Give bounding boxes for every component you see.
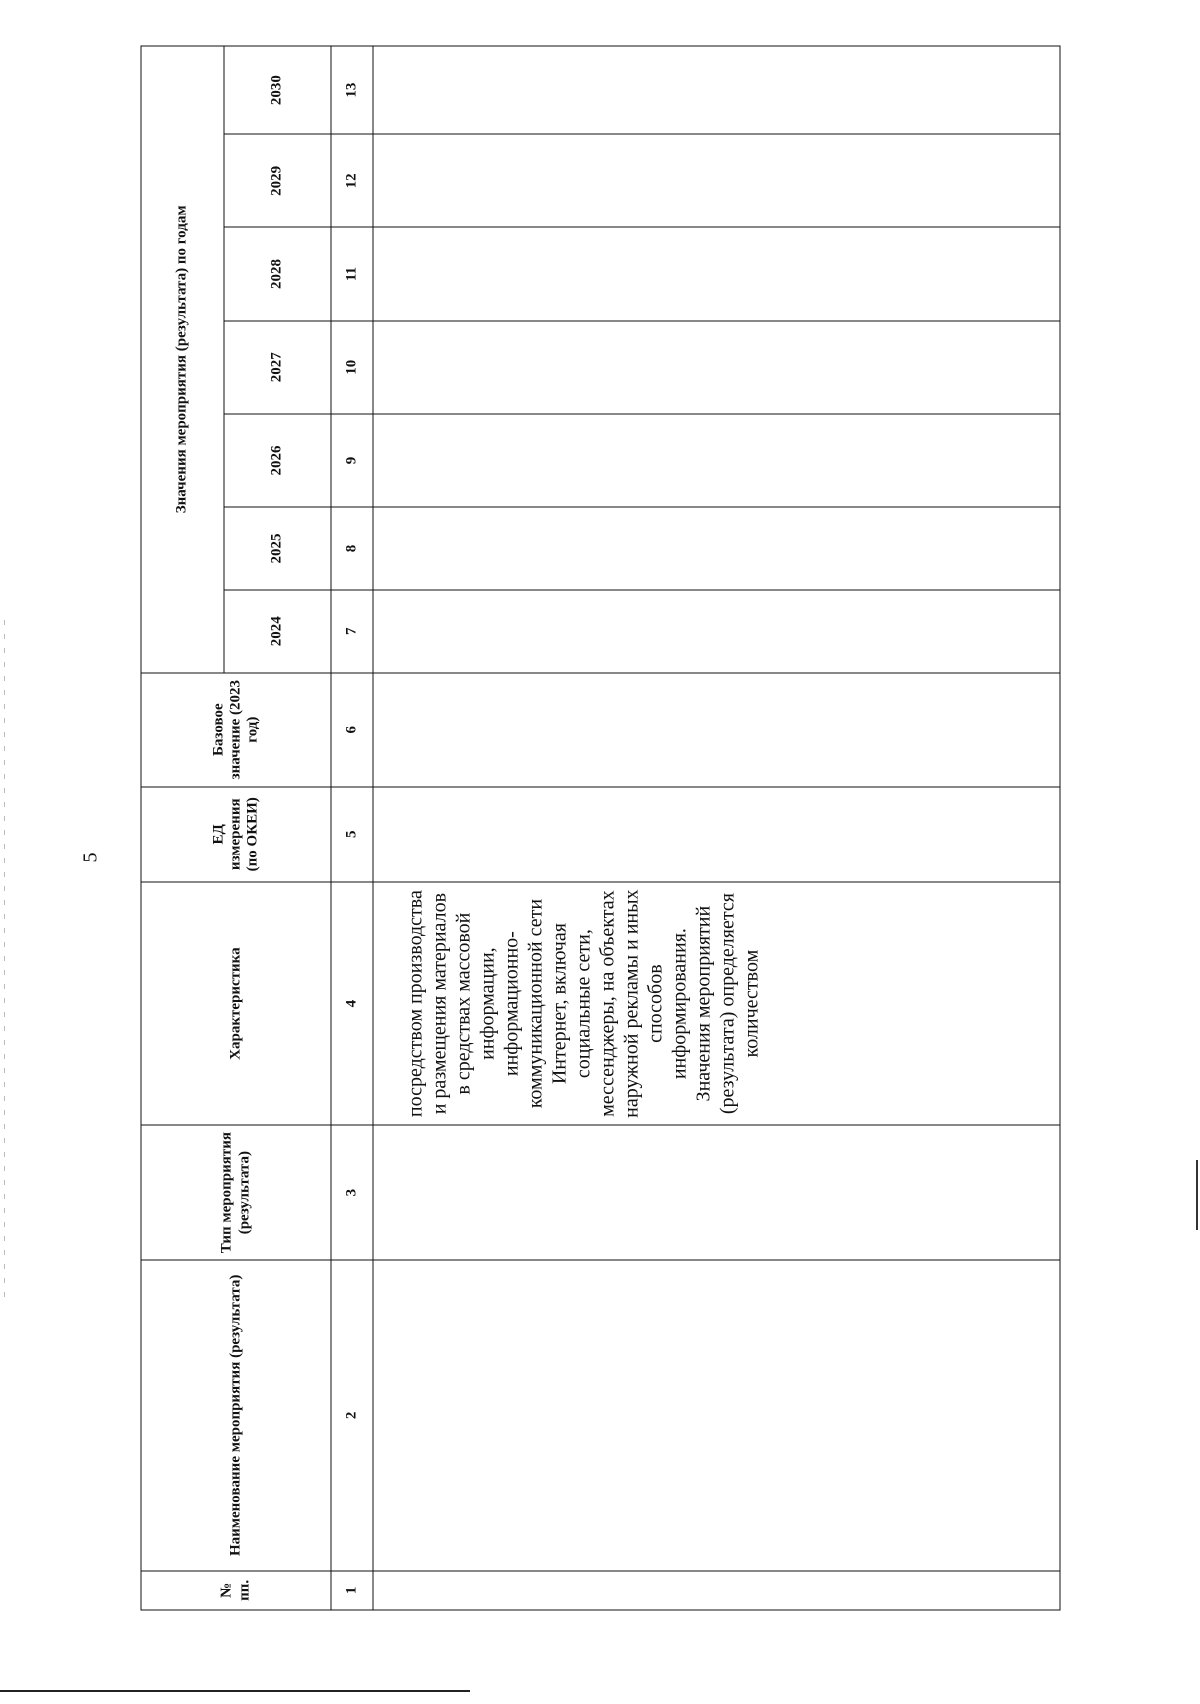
cell-base bbox=[373, 672, 1060, 786]
column-number: 9 bbox=[331, 413, 373, 506]
cell-value bbox=[373, 46, 1060, 134]
table-row bbox=[373, 46, 1060, 1610]
header-year: 2025 bbox=[224, 507, 331, 590]
column-number: 12 bbox=[331, 134, 373, 227]
header-year: 2030 bbox=[224, 46, 331, 134]
cell-characteristic: посредством производства и размещения материалов в средствах массовой информации, информационно-коммуникационной сети Интернет, включая социальные сети, мессенджеры, на объектах наружной рекламы и иных способов информирования. Значения мероприятий (результата) определяется количеством bbox=[373, 881, 1060, 1124]
column-number: 7 bbox=[331, 589, 373, 672]
cell-value bbox=[373, 507, 1060, 590]
cell-name bbox=[373, 1259, 1060, 1570]
cell-value bbox=[373, 413, 1060, 506]
page-number: 5 bbox=[79, 852, 102, 863]
cell-value bbox=[373, 134, 1060, 227]
column-number: 6 bbox=[331, 672, 373, 786]
column-number: 13 bbox=[331, 46, 373, 134]
header-name: Наименование мероприятия (результата) bbox=[141, 1259, 331, 1570]
measures-table bbox=[140, 45, 1060, 1610]
header-characteristic: Характеристика bbox=[141, 881, 331, 1124]
column-number: 1 bbox=[331, 1570, 373, 1609]
header-values-group: Значения мероприятия (результата) по годам bbox=[141, 46, 224, 673]
header-year: 2026 bbox=[224, 413, 331, 506]
column-number: 4 bbox=[331, 881, 373, 1124]
header-year: 2029 bbox=[224, 134, 331, 227]
cell-value bbox=[373, 227, 1060, 320]
column-number: 2 bbox=[331, 1259, 373, 1570]
header-year: 2027 bbox=[224, 320, 331, 413]
header-unit: ЕД измерения (по ОКЕИ) bbox=[141, 786, 331, 881]
header-year: 2028 bbox=[224, 227, 331, 320]
column-number: 11 bbox=[331, 227, 373, 320]
cell-value bbox=[373, 320, 1060, 413]
cell-unit bbox=[373, 786, 1060, 881]
header-type: Тип мероприятия (результата) bbox=[141, 1125, 331, 1260]
column-number: 5 bbox=[331, 786, 373, 881]
scan-edge-mark bbox=[1196, 1160, 1198, 1230]
cell-value bbox=[373, 589, 1060, 672]
column-number: 3 bbox=[331, 1125, 373, 1260]
header-year: 2024 bbox=[224, 589, 331, 672]
column-number: 8 bbox=[331, 507, 373, 590]
rotated-table-sheet bbox=[140, 45, 1060, 1610]
header-no: № пп. bbox=[141, 1570, 331, 1609]
column-number: 10 bbox=[331, 320, 373, 413]
scan-edge-line bbox=[0, 1690, 470, 1692]
cell-no bbox=[373, 1570, 1060, 1609]
scan-dotted-edge bbox=[4, 620, 5, 1300]
header-base: Базовое значение (2023 год) bbox=[141, 672, 331, 786]
cell-type bbox=[373, 1125, 1060, 1260]
